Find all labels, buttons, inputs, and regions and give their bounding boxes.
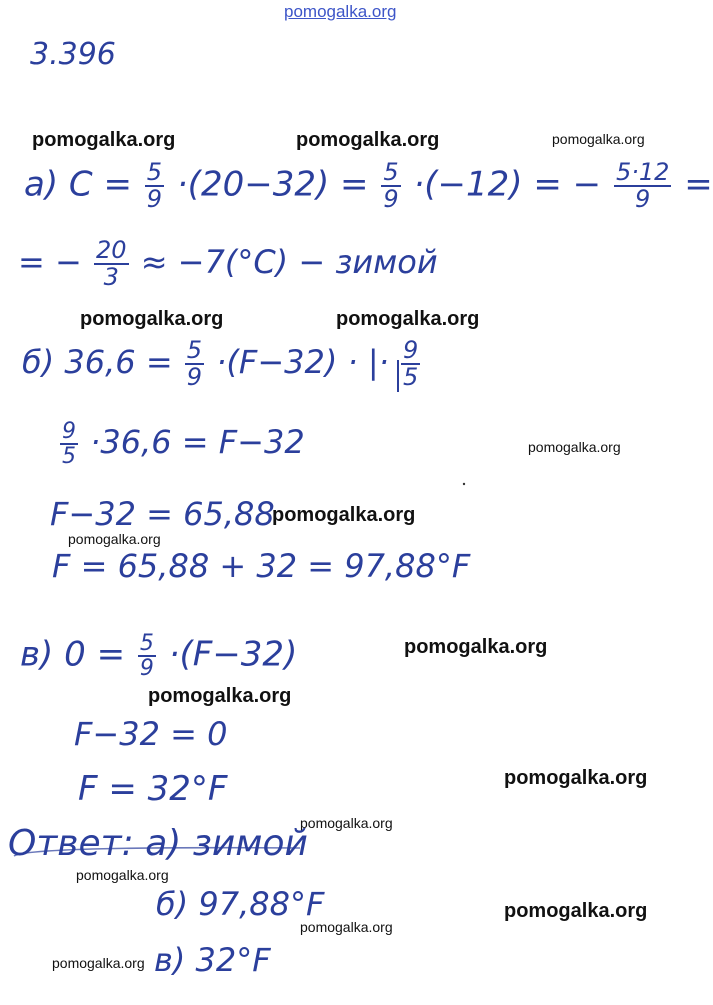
fraction-denominator: 9 <box>186 363 203 392</box>
part-c-line-2: F−32 = 0 <box>74 715 228 753</box>
part-c-rest: ·(F−32) <box>168 634 298 675</box>
part-a-line-2-start: = − <box>18 243 82 282</box>
ink-dot <box>463 483 465 485</box>
fraction-numerator: 5 <box>186 336 203 364</box>
watermark: pomogalka.org <box>80 308 224 330</box>
watermark: pomogalka.org <box>300 815 393 831</box>
watermark: pomogalka.org <box>528 439 621 455</box>
part-a-label: а) <box>24 164 59 205</box>
fraction-numerator: 5·12 <box>615 158 670 186</box>
fraction-numerator: 9 <box>402 336 419 364</box>
fraction-denominator: 3 <box>103 263 119 292</box>
watermark: pomogalka.org <box>504 767 648 789</box>
part-a-mid: ·(20−32) = <box>176 164 369 205</box>
watermark: pomogalka.org <box>300 919 393 935</box>
part-a-mid-2: ·(−12) = − <box>413 164 602 205</box>
watermark: pomogalka.org <box>504 900 648 922</box>
part-c-lhs: 0 = <box>64 634 126 675</box>
answer-b: б) 97,88°F <box>156 885 325 923</box>
answer-heading: Ответ: а) зимой <box>8 823 308 864</box>
part-a-end: = <box>684 164 713 205</box>
watermark: pomogalka.org <box>296 129 440 151</box>
fraction-denominator: 9 <box>635 185 651 214</box>
watermark: pomogalka.org <box>404 636 548 658</box>
problem-number: 3.396 <box>30 37 116 72</box>
fraction-denominator: 9 <box>146 185 163 214</box>
part-c-label: в) <box>20 634 54 675</box>
fraction-numerator: 5 <box>383 158 399 186</box>
fraction-numerator: 9 <box>62 419 76 444</box>
part-b-lhs: 36,6 = <box>64 343 173 382</box>
fraction-denominator: 5 <box>402 363 419 392</box>
part-b-line-4: F = 65,88 + 32 = 97,88°F <box>52 547 471 585</box>
watermark: pomogalka.org <box>336 308 480 330</box>
watermark: pomogalka.org <box>32 129 176 151</box>
watermark: pomogalka.org <box>148 685 292 707</box>
part-b-line-3: F−32 = 65,88 <box>50 495 275 533</box>
fraction-numerator: 5 <box>146 158 163 186</box>
part-a-lhs: C = <box>68 164 132 205</box>
answer-c: в) 32°F <box>154 941 271 979</box>
fraction-numerator: 5 <box>139 631 154 656</box>
watermark: pomogalka.org <box>272 504 416 526</box>
part-b-mid: ·(F−32) · |· <box>216 343 389 382</box>
fraction-denominator: 5 <box>62 444 76 470</box>
answer-underline-stroke <box>14 848 300 856</box>
watermark: pomogalka.org <box>52 955 145 971</box>
fraction-denominator: 9 <box>139 656 154 682</box>
watermark: pomogalka.org <box>68 531 161 547</box>
part-a-line-2-end: ≈ −7(°C) − зимой <box>140 243 438 282</box>
part-b-line-2-rest: ·36,6 = F−32 <box>90 423 305 462</box>
part-c-line-3: F = 32°F <box>78 769 228 809</box>
fraction-numerator: 20 <box>95 236 127 264</box>
watermark: pomogalka.org <box>552 131 645 147</box>
watermark-top[interactable]: pomogalka.org <box>284 2 397 21</box>
fraction-denominator: 9 <box>383 185 399 214</box>
part-b-label: б) <box>22 343 55 382</box>
watermark: pomogalka.org <box>76 867 169 883</box>
